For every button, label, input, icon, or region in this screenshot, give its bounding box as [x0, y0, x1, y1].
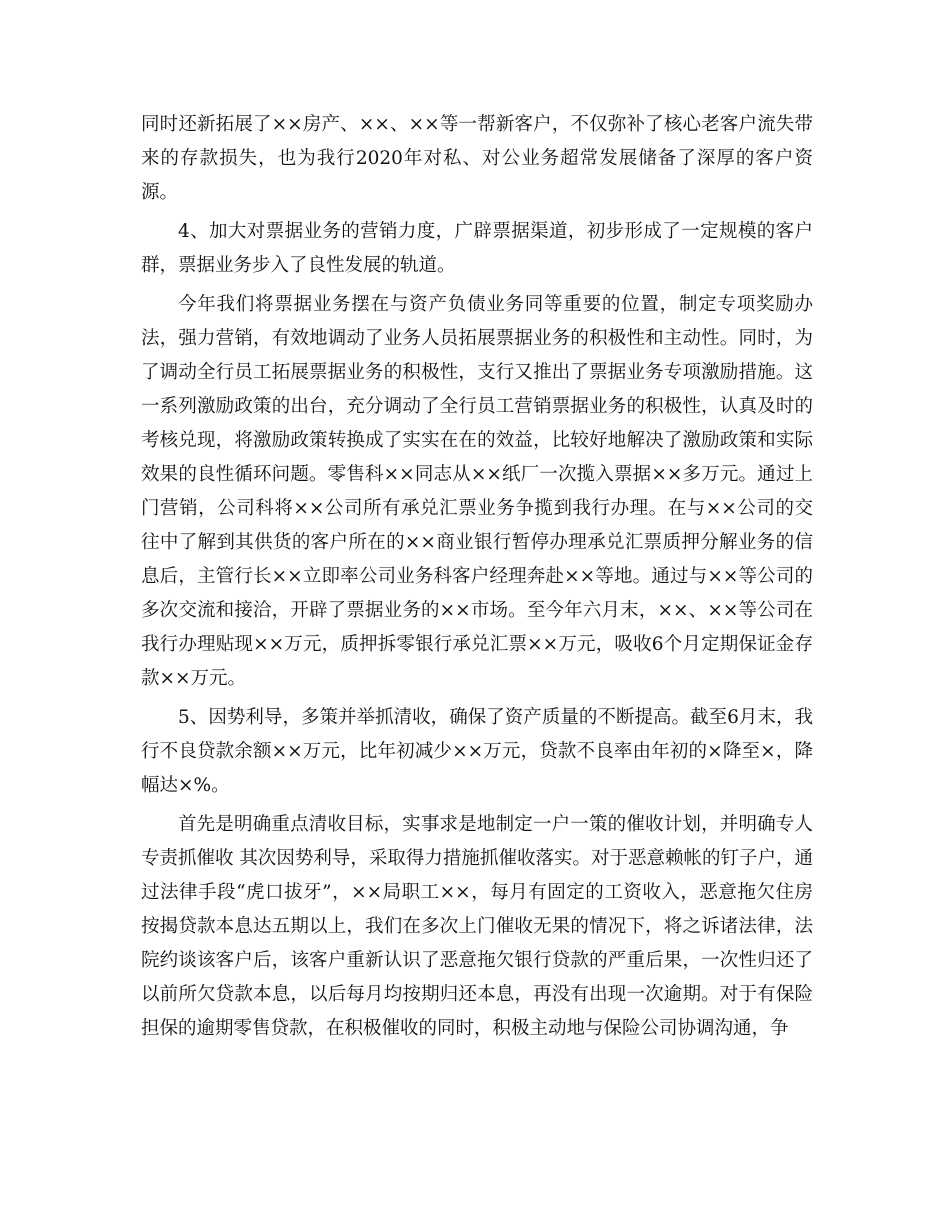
paragraph-5: 首先是明确重点清收目标，实事求是地制定一户一策的催收计划，并明确专人专责抓催收 其次因势利导，采取得力措施抓催收落实。对于恶意赖帐的钉子户，通过法律手段“虎口拔牙”，××局职工××，每月有固定的工资收入，恶意拖欠住房按揭贷款本息达五期以上，我们在多次上门催收无果的情况下，将之诉诸法律，法院约谈该客户后，该客户重新认识了恶意拖欠银行贷款的严重后果，一次性归还了以前所欠贷款本息，以后每月均按期归还本息，再没有出现一次逾期。对于有保险担保的逾期零售贷款，在积极催收的同时，积极主动地与保险公司协调沟通，争: [141, 814, 813, 1039]
paragraph-1: 同时还新拓展了××房产、××、××等一帮新客户，不仅弥补了核心老客户流失带来的存款损失，也为我行2020年对私、对公业务超常发展储备了深厚的客户资源。: [141, 114, 813, 203]
paragraph-4: 5、因势利导，多策并举抓清收，确保了资产质量的不断提高。截至6月末，我行不良贷款余额××万元，比年初减少××万元，贷款不良率由年初的×降至×，降幅达×%。: [141, 707, 813, 796]
document-body: [141, 108, 813, 1051]
paragraph-2: 4、加大对票据业务的营销力度，广辟票据渠道，初步形成了一定规模的客户群，票据业务步入了良性发展的轨道。: [141, 221, 813, 276]
paragraph-3: 今年我们将票据业务摆在与资产负债业务同等重要的位置，制定专项奖励办法，强力营销，有效地调动了业务人员拓展票据业务的积极性和主动性。同时，为了调动全行员工拓展票据业务的积极性，支行又推出了票据业务专项激励措施。这一系列激励政策的出台，充分调动了全行员工营销票据业务的积极性，认真及时的考核兑现，将激励政策转换成了实实在在的效益，比较好地解决了激励政策和实际效果的良性循环问题。零售科××同志从××纸厂一次揽入票据××多万元。通过上门营销，公司科将××公司所有承兑汇票业务争揽到我行办理。在与××公司的交往中了解到其供货的客户所在的××商业银行暂停办理承兑汇票质押分解业务的信息后，主管行长××立即率公司业务科客户经理奔赴××等地。通过与××等公司的多次交流和接洽，开辟了票据业务的××市场。至今年六月末，××、××等公司在我行办理贴现××万元，质押拆零银行承兑汇票××万元，吸收6个月定期保证金存款××万元。: [141, 294, 813, 689]
